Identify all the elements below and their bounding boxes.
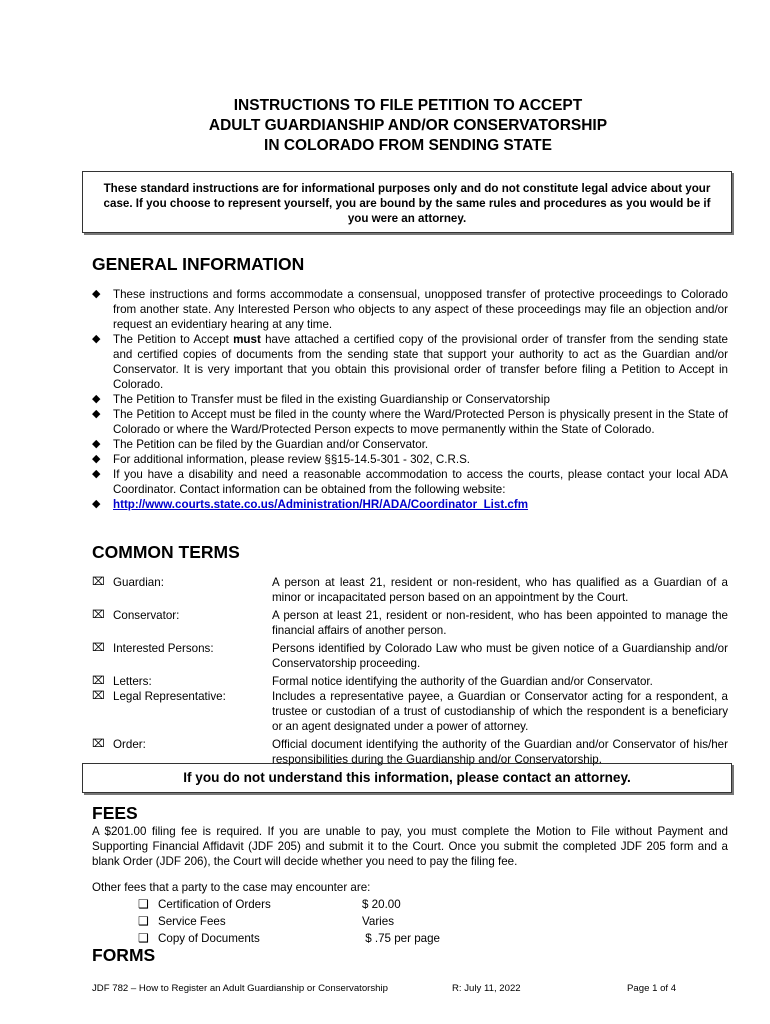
common-terms-list [92,575,728,767]
fee-row [138,896,440,913]
fee-name: Service Fees [158,915,226,928]
checked-box-icon: ⌧ [92,690,105,702]
list-item: ◆ The Petition to Accept must be filed in the county where the Ward/Protected Person is physically present in the State of Colorado or where the Ward/Protected Person expects to move permanently within the State of Colorado. [92,408,728,436]
diamond-bullet-icon: ◆ [92,438,101,450]
term-row-letters [92,674,728,689]
term-definition: Includes a representative payee, a Guardian or Conservator acting for a respondent, a trustee or custodian of a trust of custodianship of which the respondent is a beneficiary or an agent designated under a power of attorney. [272,690,728,733]
checkbox-icon: ❑ [138,931,149,945]
diamond-bullet-icon: ◆ [92,468,101,480]
diamond-bullet-icon: ◆ [92,408,101,420]
diamond-bullet-icon: ◆ [92,333,101,345]
list-item: ◆ If you have a disability and need a reasonable accommodation to access the courts, please contact your local ADA Coordinator. Contact information can be obtained from the following website: [92,468,728,496]
fee-amount: $ .75 per page [362,932,440,945]
term-label: Interested Persons: [113,642,214,655]
document-title [90,96,726,156]
list-item: ◆ These instructions and forms accommodate a consensual, unopposed transfer of protective proceedings to Colorado from another state. Any Interested Person who objects to any aspect of these proceedings may file an objection and/or request an evidentiary hearing at any time. [92,288,728,331]
checked-box-icon: ⌧ [92,738,105,750]
diamond-bullet-icon: ◆ [92,393,101,405]
other-fees-list [138,896,440,947]
general-information-heading: GENERAL INFORMATION [92,254,305,274]
term-row-conservator [92,608,728,638]
list-item: ◆ For additional information, please review §§15-14.5-301 - 302, C.R.S. [92,453,471,466]
fee-amount: Varies [362,915,395,928]
term-definition: A person at least 21, resident or non-resident, who has qualified as a Guardian of a minor or incapacitated person based on an appointment by the Court. [272,576,728,604]
forms-heading: FORMS [92,945,156,965]
fee-name: Copy of Documents [158,932,260,945]
title-line-1: INSTRUCTIONS TO FILE PETITION TO ACCEPT [233,97,583,114]
term-row-legal-representative [92,689,728,734]
footer-form-title: JDF 782 – How to Register an Adult Guardianship or Conservatorship [92,983,388,994]
term-definition: Persons identified by Colorado Law who must be given notice of a Guardianship and/or Conservatorship proceeding. [272,642,728,670]
term-label: Letters: [113,675,152,688]
fee-name: Certification of Orders [158,898,271,911]
title-line-3: IN COLORADO FROM SENDING STATE [264,137,552,154]
list-item: ◆ The Petition can be filed by the Guardian and/or Conservator. [92,438,429,451]
contact-attorney-notice: If you do not understand this information, please contact an attorney. [82,763,732,793]
diamond-bullet-icon: ◆ [92,288,101,300]
ada-coordinator-link[interactable]: http://www.courts.state.co.us/Administration/HR/ADA/Coordinator_List.cfm [113,498,529,511]
term-row-interested-persons [92,641,728,671]
general-information-list [92,287,728,512]
title-line-2: ADULT GUARDIANSHIP AND/OR CONSERVATORSHIP [208,117,608,134]
fee-amount: $ 20.00 [362,898,401,911]
checked-box-icon: ⌧ [92,576,105,588]
footer-page-number: Page 1 of 4 [627,983,677,994]
fee-row [138,913,440,930]
term-label: Legal Representative: [113,690,226,703]
checked-box-icon: ⌧ [92,675,105,687]
term-label: Order: [113,738,146,751]
fees-heading: FEES [92,803,138,823]
checkbox-icon: ❑ [138,914,149,928]
list-item: ◆ The Petition to Accept must have attached a certified copy of the provisional order of transfer from the sending state and certified copies of documents from the sending state that support your authority to act as the Guardian and/or Conservator. It is very important that you obtain this provisional order of transfer before filing a Petition to Accept in Colorado. [92,333,729,391]
other-fees-intro: Other fees that a party to the case may encounter are: [92,881,371,894]
fees-paragraph: A $201.00 filing fee is required. If you are unable to pay, you must complete the Motion to File without Payment and Supporting Financial Affidavit (JDF 205) and submit it to the Court. Once you submit the completed JDF 205 form and a blank Order (JDF 206), the Court will decide whether you need to pay the filing fee. [92,825,728,868]
footer-revision-date: R: July 11, 2022 [452,983,521,994]
list-item: ◆ The Petition to Transfer must be filed in the existing Guardianship or Conservatorship [92,393,550,406]
term-label: Guardian: [113,576,164,589]
checked-box-icon: ⌧ [92,642,105,654]
term-row-guardian [92,575,728,605]
term-definition: Formal notice identifying the authority of the Guardian and/or Conservator. [272,675,653,688]
term-label: Conservator: [113,609,180,622]
list-item [92,497,728,512]
term-definition: Official document identifying the authority of the Guardian and/or Conservator of his/her responsibilities during the Guardianship and/or Conservatorship. [272,738,728,766]
diamond-bullet-icon: ◆ [92,453,101,465]
disclaimer-box: These standard instructions are for informational purposes only and do not constitute legal advice about your case. If you choose to represent yourself, you are bound by the same rules and procedures as you would be if you were an attorney. [82,171,732,233]
term-definition: A person at least 21, resident or non-resident, who has been appointed to manage the financial affairs of another person. [272,609,728,637]
checked-box-icon: ⌧ [92,609,105,621]
common-terms-heading: COMMON TERMS [92,542,240,562]
fee-row [138,930,440,947]
checkbox-icon: ❑ [138,897,149,911]
diamond-bullet-icon: ◆ [92,498,101,510]
